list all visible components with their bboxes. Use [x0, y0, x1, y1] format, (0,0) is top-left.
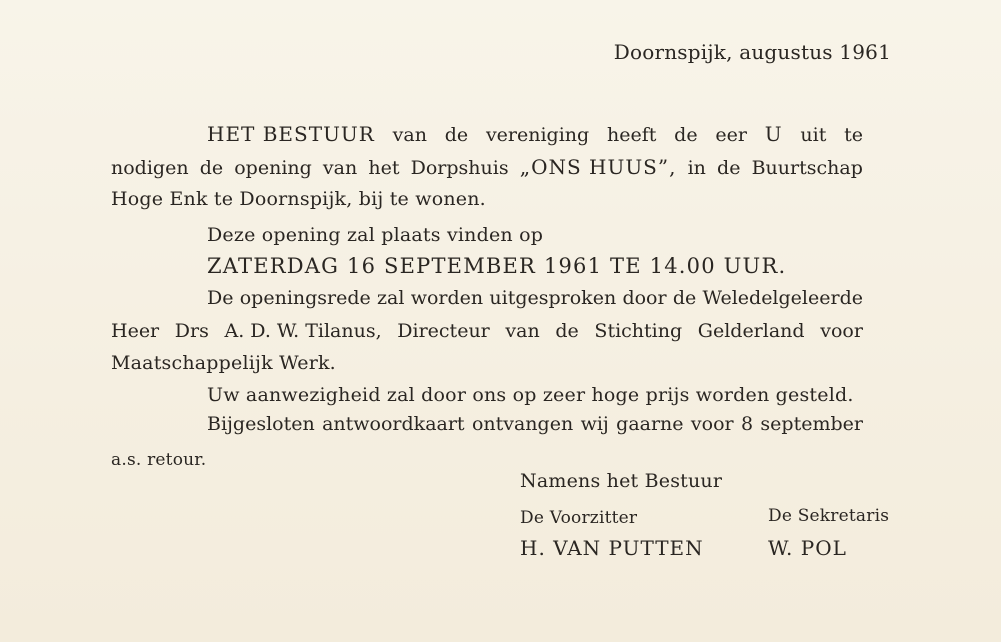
word: antwoordkaart	[322, 413, 465, 435]
paragraph-5-line-2: a.s. retour.	[111, 450, 207, 470]
word: september	[760, 413, 863, 435]
word: de	[199, 157, 224, 179]
word: heeft	[606, 124, 657, 146]
word: Dorpshuis	[410, 157, 509, 179]
paragraph-5-line-1	[207, 413, 863, 439]
word: de	[555, 320, 579, 342]
paragraph-1-line-1	[207, 122, 863, 148]
word: Heer	[111, 320, 160, 342]
word: Stichting	[594, 320, 683, 342]
word: vereniging	[485, 124, 590, 146]
word: zal	[377, 287, 405, 309]
word: uit	[800, 124, 827, 146]
word: ontvangen	[471, 413, 574, 435]
chair-title: De Voorzitter	[520, 508, 638, 528]
word: Weledelgeleerde	[702, 287, 863, 309]
word: De	[207, 287, 234, 309]
word: te	[844, 124, 863, 146]
word: van	[392, 124, 427, 146]
event-datetime: ZATERDAG 16 SEPTEMBER 1961 TE 14.00 UUR.	[207, 254, 787, 278]
word: de	[672, 287, 697, 309]
word: gaarne	[616, 413, 684, 435]
word: het	[368, 157, 400, 179]
word: door	[622, 287, 667, 309]
word: Bijgesloten	[207, 413, 315, 435]
word: Buurtschap	[751, 157, 863, 179]
paragraph-1-line-2	[111, 155, 863, 181]
venue-name: „ONS HUUS”,	[519, 155, 677, 179]
paragraph-3-line-3: Maatschappelijk Werk.	[111, 352, 336, 374]
word: Gelderland	[697, 320, 805, 342]
word: voor	[820, 320, 863, 342]
word: eer	[715, 124, 747, 146]
word: van	[505, 320, 540, 342]
speaker-name: A. D. W. Tilanus,	[224, 320, 382, 342]
paragraph-3-line-2	[111, 320, 863, 346]
paragraph-3-line-1	[207, 287, 863, 313]
word: in	[687, 157, 706, 179]
word: nodigen	[111, 157, 189, 179]
word: U	[764, 122, 783, 146]
organization-heading: HET BESTUUR	[207, 122, 375, 146]
paragraph-4-line-1: Uw aanwezigheid zal door ons op zeer hoge prijs worden gesteld.	[207, 384, 854, 406]
paragraph-1-line-3: Hoge Enk te Doornspijk, bij te wonen.	[111, 188, 486, 210]
word: voor	[690, 413, 734, 435]
word: openingsrede	[239, 287, 371, 309]
word: de	[444, 124, 469, 146]
word: uitgesproken	[489, 287, 617, 309]
chair-name: H. VAN PUTTEN	[520, 536, 704, 560]
word: van	[322, 157, 358, 179]
date-line: Doornspijk, augustus 1961	[613, 40, 891, 64]
secretary-name: W. POL	[768, 536, 847, 560]
word: wij	[580, 413, 609, 435]
word: de	[717, 157, 741, 179]
on-behalf-label: Namens het Bestuur	[520, 470, 723, 492]
paragraph-2-line-1: Deze opening zal plaats vinden op	[207, 224, 544, 246]
word: 8	[740, 413, 754, 435]
word: opening	[234, 157, 312, 179]
word: de	[674, 124, 698, 146]
word: Directeur	[397, 320, 490, 342]
word: Drs	[174, 320, 209, 342]
secretary-title: De Sekretaris	[768, 506, 890, 526]
word: worden	[410, 287, 484, 309]
